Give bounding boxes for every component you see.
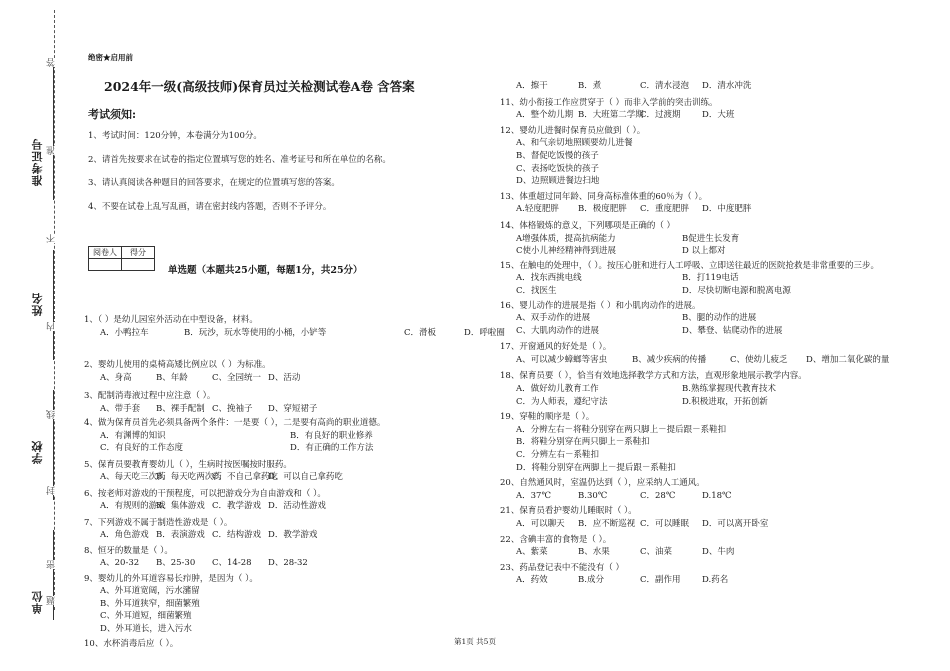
option[interactable]: B．极度肥胖	[578, 204, 627, 215]
option[interactable]: A．有规则的游戏	[100, 501, 166, 511]
option-row	[84, 500, 494, 513]
option-row	[500, 490, 930, 503]
option-row	[500, 80, 930, 93]
option[interactable]: C．重度肥胖	[640, 204, 690, 215]
question-stem: 5、保育员要教育婴幼儿（ ），生病时按医嘱按时服药。	[84, 459, 292, 470]
question-stem: 10、水杯消毒后应（ ）。	[84, 639, 179, 649]
school-blank[interactable]	[53, 390, 54, 500]
option[interactable]: C．结构游戏	[212, 530, 262, 540]
option[interactable]: D．教学游戏	[268, 530, 318, 540]
option[interactable]: C、14-28	[212, 558, 252, 568]
option[interactable]: D．有正确的工作方法	[290, 443, 374, 453]
question-stem: 17、开窗通风的好处是（ ）。	[500, 342, 612, 353]
option-row	[84, 372, 494, 385]
option[interactable]: D、活动	[268, 372, 301, 383]
option-row	[500, 325, 930, 338]
option-row	[500, 233, 930, 246]
option[interactable]: A．找东西挑电线	[516, 273, 582, 284]
option[interactable]: A、外耳道宽阔，污水瀦留	[100, 586, 200, 596]
option[interactable]: B．玩沙，玩水等使用的小桶，小铲等	[184, 327, 327, 338]
option[interactable]: B．表演游戏	[156, 530, 205, 540]
option[interactable]: B促进生长发育	[682, 233, 740, 244]
seal-line	[54, 10, 55, 610]
question-item	[500, 477, 930, 502]
option[interactable]: C．副作用	[640, 575, 681, 586]
option[interactable]: D、穿短裙子	[268, 403, 318, 414]
option[interactable]: B．煮	[578, 81, 602, 91]
question-stem: 1、（ ）是幼儿园室外活动在中型设备，材料。	[84, 315, 258, 325]
question-item	[500, 505, 930, 530]
option[interactable]: B、腿的动作的进展	[682, 313, 757, 324]
option[interactable]: A、紫菜	[516, 547, 548, 558]
question-item	[84, 314, 505, 339]
option[interactable]: B．将鞋分别穿在两只脚上－系鞋扣	[516, 437, 650, 448]
page-title: 2024年一级(高级技师)保育员过关检测试卷A卷 含答案	[104, 79, 415, 94]
option[interactable]: B.成分	[578, 575, 604, 586]
seal-mark: 不	[47, 234, 57, 243]
option-row	[500, 383, 930, 396]
option[interactable]: A增强体质，提高抗病能力	[516, 233, 616, 244]
question-stem: 11、幼小衔接工作应贯穿于（ ）而非入学前的突击训练。	[500, 97, 718, 108]
option[interactable]: B.熟练掌握现代教育技术	[682, 384, 776, 395]
score-box	[88, 246, 155, 271]
option[interactable]: B、裸手配制	[156, 403, 205, 414]
exam-number-label: 准考证号	[31, 138, 44, 186]
question-stem: 4、做为保育员首先必须具备两个条件：一是要（ ），二是要有高尚的职业道德。	[84, 418, 386, 428]
notice-item: 4、不要在试卷上乱写乱画，请在密封线内答题，否则不予评分。	[88, 201, 332, 212]
question-list-left	[84, 314, 505, 658]
score-cell[interactable]	[122, 259, 155, 271]
notice-item: 1、考试时间：120分钟，本卷满分为100分。	[88, 131, 262, 141]
question-item	[500, 260, 930, 298]
option[interactable]: A．小鸭拉车	[100, 327, 149, 338]
question-item	[500, 97, 930, 122]
option[interactable]: C使小儿神经精神得到进展	[516, 246, 617, 257]
question-item	[84, 359, 494, 384]
option-row	[84, 430, 494, 443]
question-stem: 2、婴幼儿使用的桌椅高矮比例应以（ ）为标准。	[84, 360, 271, 370]
option[interactable]: C．有良好的工作态度	[100, 443, 184, 453]
question-stem: 19、穿鞋的顺序是（ ）。	[500, 412, 595, 423]
option-row	[500, 203, 930, 216]
option-row	[500, 546, 930, 559]
option-row	[84, 327, 505, 340]
option[interactable]: A．分辨左右－将鞋分别穿在两只脚上－提后跟－系鞋扣	[516, 424, 727, 435]
question-stem: 20、自然通风时，室温仍达到（ ），应采纳人工通风。	[500, 478, 705, 489]
question-stem: 6、按老师对游戏的干预程度，可以把游戏分为自由游戏和（ ）。	[84, 488, 326, 499]
option[interactable]: A、可以减少蟑螂等害虫	[516, 354, 608, 365]
option[interactable]: D．可以离开卧室	[702, 519, 769, 529]
option[interactable]: A．角色游戏	[100, 530, 149, 540]
option[interactable]: C、表扬吃饭快的孩子	[516, 163, 600, 174]
secret-label: 绝密★启用前	[88, 53, 133, 62]
option[interactable]: A.轻度肥胖	[516, 204, 559, 215]
option[interactable]: B.30℃	[578, 490, 608, 501]
option-row	[84, 557, 494, 570]
question-item	[84, 390, 494, 415]
option[interactable]: A、20-32	[100, 558, 140, 568]
option[interactable]: D.积极进取，开拓创新	[682, 396, 768, 407]
option-row	[500, 396, 930, 409]
question-stem: 12、婴幼儿进餐时保育员应做到（ ）。	[500, 125, 646, 136]
name-blank[interactable]	[53, 250, 54, 360]
option-row	[500, 518, 930, 531]
option[interactable]: D、增加二氧化碳的量	[806, 354, 890, 365]
option[interactable]: A、每天吃三次药	[100, 472, 166, 482]
grader-header: 阅卷人	[89, 247, 122, 259]
question-stem: 13、体重超过同年龄、同身高标准体重的60％为（ ）。	[500, 191, 708, 202]
notice-item: 2、请首先按要求在试卷的指定位置填写您的姓名、准考证号和所在单位的名称。	[88, 154, 391, 165]
option-row	[500, 312, 930, 325]
option-row	[500, 245, 930, 258]
option[interactable]: C．找医生	[516, 285, 557, 296]
unit-label: 单位	[31, 590, 44, 614]
seal-mark: 答	[47, 58, 57, 67]
option[interactable]: C．教学游戏	[212, 501, 262, 511]
option-row	[84, 403, 494, 416]
seal-mark: 封	[47, 486, 57, 495]
option[interactable]: D．尽快切断电源和脱离电源	[682, 285, 791, 296]
option[interactable]: D、外耳道长，进入污水	[100, 623, 192, 634]
option[interactable]: C．过渡期	[640, 110, 681, 121]
question-item	[500, 80, 930, 93]
question-item	[500, 191, 930, 216]
question-item	[500, 411, 930, 474]
question-item	[84, 517, 494, 542]
option[interactable]: B．大班第二学期	[578, 110, 644, 121]
option[interactable]: D．清水冲洗	[702, 81, 752, 91]
option[interactable]: A．做好幼儿教育工作	[516, 384, 599, 395]
seal-mark: 题	[47, 596, 57, 605]
option[interactable]: C、大肌肉动作的进展	[516, 325, 600, 336]
option[interactable]: B、25-30	[156, 558, 196, 568]
option[interactable]: B、年龄	[156, 372, 188, 383]
option-row	[84, 529, 494, 542]
binding-strip	[0, 0, 78, 671]
name-label: 姓名	[31, 292, 44, 316]
option[interactable]: B．集体游戏	[156, 501, 205, 511]
notice-heading: 考试须知:	[88, 108, 137, 121]
question-item	[500, 370, 930, 408]
question-stem: 16、婴儿动作的进展是指（ ）和小肌肉动作的进展。	[500, 300, 701, 311]
unit-blank[interactable]	[53, 530, 54, 620]
question-stem: 7、下列游戏不属于制造性游戏是（ ）。	[84, 517, 233, 528]
exam-page	[84, 52, 926, 652]
question-stem: 18、保育员要（ ），恰当有效地选择教学方式和方法，直观形象地展示教学内容。	[500, 371, 807, 382]
option[interactable]: D、可以自己拿药吃	[268, 472, 343, 482]
question-item	[500, 341, 930, 366]
question-stem: 8、恒牙的数量是（ ）。	[84, 545, 173, 556]
option[interactable]: A．整个幼儿期	[516, 110, 574, 121]
option[interactable]: C、油菜	[640, 547, 673, 558]
option[interactable]: B、外耳道狭窄，细菌繁殖	[100, 598, 200, 609]
option-row	[84, 442, 494, 455]
option[interactable]: B、水果	[578, 547, 610, 558]
option[interactable]: C、外耳道短，细菌繁殖	[100, 611, 192, 621]
option[interactable]: B、减少疾病的传播	[632, 354, 707, 365]
option[interactable]: D、攀登、钻爬动作的进展	[682, 325, 783, 336]
question-item	[500, 562, 930, 587]
question-list-right	[500, 80, 930, 591]
score-header: 得分	[122, 247, 155, 259]
seal-mark: 密	[47, 560, 57, 569]
option[interactable]: C．分辨左右－系鞋扣	[516, 450, 600, 461]
option[interactable]: B．应不断巡视	[578, 519, 636, 529]
option[interactable]: B．打119电话	[682, 273, 739, 284]
option[interactable]: C．清水浸泡	[640, 81, 690, 91]
exam-number-blank[interactable]	[53, 60, 54, 200]
option[interactable]: A、双手动作的进展	[516, 313, 591, 324]
option[interactable]: A．可以聊天	[516, 519, 565, 529]
option[interactable]: D.药名	[702, 575, 729, 586]
option[interactable]: D．大班	[702, 110, 735, 121]
notice-item: 3、请认真阅读各种题目的回答要求，在规定的位置填写您的答案。	[88, 178, 340, 188]
option-row	[500, 574, 930, 587]
option[interactable]: A．擦干	[516, 81, 548, 91]
option[interactable]: C．28℃	[640, 490, 676, 501]
option[interactable]: C．可以睡眠	[640, 519, 690, 529]
notice-list	[88, 130, 494, 213]
option[interactable]: C、使幼儿疲乏	[730, 354, 788, 365]
option[interactable]: C．滑板	[404, 327, 437, 338]
question-item	[84, 573, 494, 636]
question-stem: 3、配制消毒液过程中应注意（ ）。	[84, 391, 216, 401]
option-row	[84, 471, 494, 484]
question-item	[500, 534, 930, 559]
option[interactable]: C．为人师表，遵纪守法	[516, 396, 608, 407]
grader-cell[interactable]	[89, 259, 122, 271]
section-title: 单选题（本题共25小题，每题1分，共25分）	[168, 265, 363, 276]
option[interactable]: A、和气亲切地照顾要幼儿进餐	[516, 138, 633, 149]
option-row	[500, 109, 930, 122]
option[interactable]: D．活动性游戏	[268, 501, 326, 511]
option[interactable]: C、不自己拿药吃	[212, 472, 279, 482]
option[interactable]: A．37℃	[516, 490, 551, 501]
question-stem: 15、在触电的处理中，（ ）。按压心脏和进行人工呼吸、立即送往最近的医院抢救是非常重要的三步。	[500, 260, 880, 271]
option[interactable]: D．将鞋分别穿在两脚上－提后跟－系鞋扣	[516, 462, 676, 473]
option[interactable]: D．呼啦圈	[464, 327, 505, 338]
seal-mark: 内	[47, 322, 57, 331]
option[interactable]: A、身高	[100, 372, 132, 383]
question-item	[84, 545, 494, 570]
option[interactable]: B、督促吃饭慢的孩子	[516, 150, 599, 161]
seal-mark: 线	[47, 410, 57, 419]
school-label: 学校	[31, 440, 44, 464]
option[interactable]: D、28-32	[268, 558, 308, 568]
page-footer: 第1页 共5页	[454, 637, 496, 646]
option[interactable]: B、每天吃两次药	[156, 472, 222, 482]
option[interactable]: A．药效	[516, 575, 548, 586]
question-stem: 21、保育员看护婴幼儿睡眠时（ ）。	[500, 506, 637, 517]
option-row	[500, 272, 930, 285]
option-row	[500, 285, 930, 298]
option[interactable]: D.18℃	[702, 490, 732, 501]
question-stem: 9、婴幼儿的外耳道容易长疖肿，是因为（ ）。	[84, 573, 258, 584]
option[interactable]: A、带手套	[100, 403, 141, 414]
question-item	[500, 300, 930, 338]
option-row	[500, 354, 930, 367]
question-item	[84, 488, 494, 513]
question-item	[84, 459, 494, 484]
question-item	[500, 125, 930, 188]
question-stem: 14、体格锻炼的意义，下列哪项是正确的（ ）	[500, 220, 676, 231]
option[interactable]: C、全园统一	[212, 372, 262, 383]
question-item	[84, 417, 494, 455]
question-stem: 23、药品登记表中不能没有（ ）	[500, 562, 625, 573]
question-stem: 22、含碘丰富的食物是（ ）。	[500, 534, 612, 545]
option[interactable]: D．中度肥胖	[702, 204, 752, 215]
seal-mark: 准	[47, 146, 57, 155]
option[interactable]: A．有渊博的知识	[100, 430, 166, 441]
option[interactable]: B．有良好的职业修养	[290, 430, 373, 441]
option[interactable]: D、边照顾进餐边扫地	[516, 176, 600, 187]
option[interactable]: D 以上都对	[682, 246, 726, 257]
option[interactable]: C、挽袖子	[212, 403, 253, 414]
question-item	[500, 220, 930, 258]
option[interactable]: D、牛肉	[702, 547, 735, 558]
